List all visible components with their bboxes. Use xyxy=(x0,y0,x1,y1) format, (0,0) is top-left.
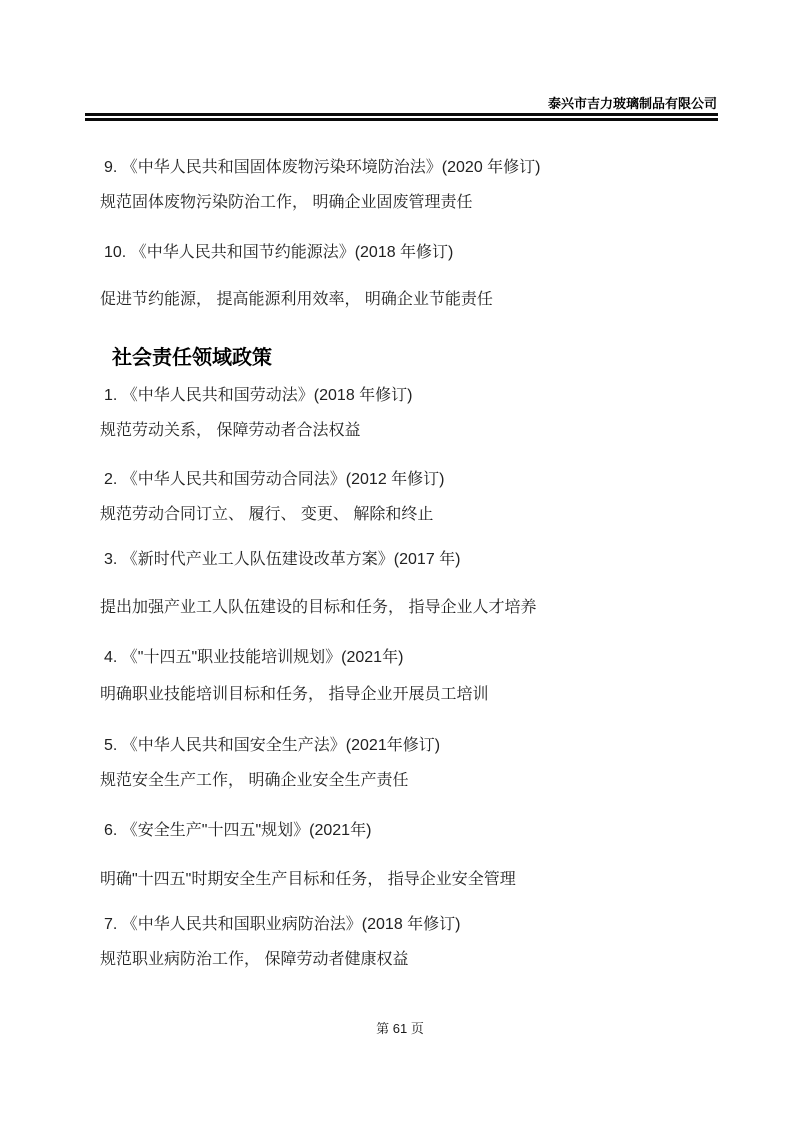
social-policy-7-title: 7. 《中华人民共和国职业病防治法》(2018 年修订) xyxy=(104,916,461,933)
page-footer xyxy=(0,1022,800,1035)
header-rule xyxy=(85,113,718,121)
social-policy-1-desc: 规范劳动关系， 保障劳动者合法权益 xyxy=(100,422,361,439)
social-policy-6-desc: 明确"十四五"时期安全生产目标和任务， 指导企业安全管理 xyxy=(100,871,516,888)
social-policy-7-desc: 规范职业病防治工作， 保障劳动者健康权益 xyxy=(100,951,409,968)
env-policy-10-desc: 促进节约能源， 提高能源利用效率， 明确企业节能责任 xyxy=(100,291,493,308)
social-policy-6-title: 6. 《安全生产"十四五"规划》(2021年) xyxy=(104,822,372,839)
social-policy-3-desc: 提出加强产业工人队伍建设的目标和任务， 指导企业人才培养 xyxy=(100,599,537,616)
social-policy-5-desc: 规范安全生产工作， 明确企业安全生产责任 xyxy=(100,772,409,789)
page-number: 第 61 页 xyxy=(376,1021,424,1036)
env-policy-9-title: 9. 《中华人民共和国固体废物污染环境防治法》(2020 年修订) xyxy=(104,159,541,176)
social-policy-5-title: 5. 《中华人民共和国安全生产法》(2021年修订) xyxy=(104,737,441,754)
social-policy-1-title: 1. 《中华人民共和国劳动法》(2018 年修订) xyxy=(104,387,413,404)
social-policy-4-desc: 明确职业技能培训目标和任务， 指导企业开展员工培训 xyxy=(100,686,489,703)
social-policy-4-title: 4. 《"十四五"职业技能培训规划》(2021年) xyxy=(104,649,404,666)
social-policy-2-desc: 规范劳动合同订立、 履行、 变更、 解除和终止 xyxy=(100,506,434,523)
social-policy-3-title: 3. 《新时代产业工人队伍建设改革方案》(2017 年) xyxy=(104,551,461,568)
section-heading-social-responsibility: 社会责任领域政策 xyxy=(112,346,272,369)
company-name: 泰兴市吉力玻璃制品有限公司 xyxy=(547,96,717,111)
env-policy-9-desc: 规范固体废物污染防治工作， 明确企业固废管理责任 xyxy=(100,194,473,211)
social-policy-2-title: 2. 《中华人民共和国劳动合同法》(2012 年修订) xyxy=(104,471,445,488)
env-policy-10-title: 10. 《中华人民共和国节约能源法》(2018 年修订) xyxy=(104,244,454,261)
